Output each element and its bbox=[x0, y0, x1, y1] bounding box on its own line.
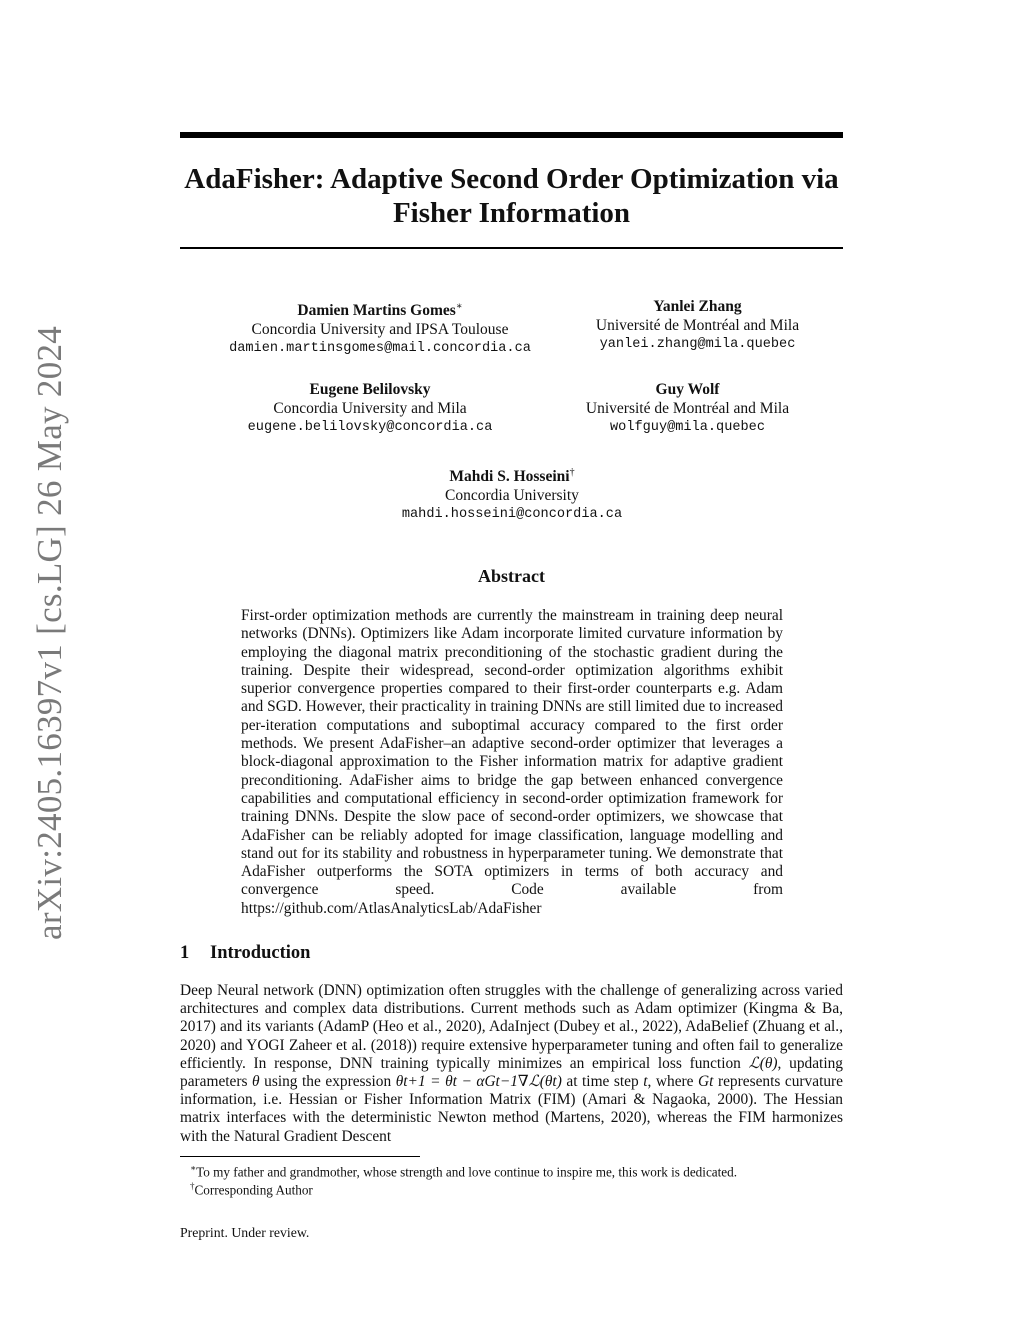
title-line-2: Fisher Information bbox=[392, 197, 631, 229]
footnote: ∗To my father and grandmother, whose strength and love continue to inspire me, this work is dedicated. bbox=[190, 1163, 738, 1180]
math-expression: ℒ(θ) bbox=[748, 1054, 778, 1072]
author-block bbox=[550, 380, 825, 437]
paper-title bbox=[180, 162, 843, 230]
title-line-1: AdaFisher: Adaptive Second Order Optimization via bbox=[184, 163, 839, 195]
author-affiliation: Université de Montréal and Mila bbox=[585, 400, 790, 417]
author-block bbox=[362, 463, 662, 524]
author-name: Guy Wolf bbox=[655, 381, 720, 398]
author-email: wolfguy@mila.quebec bbox=[610, 420, 765, 435]
footnote-mark: ∗ bbox=[190, 1163, 197, 1173]
author-name: Yanlei Zhang bbox=[653, 298, 742, 315]
author-name: Mahdi S. Hosseini† bbox=[449, 467, 575, 486]
math-expression: t bbox=[643, 1073, 648, 1091]
author-block bbox=[560, 297, 835, 354]
section-heading bbox=[180, 943, 310, 964]
author-email: yanlei.zhang@mila.quebec bbox=[599, 337, 796, 352]
footnote-rule bbox=[180, 1156, 420, 1157]
section-title: Introduction bbox=[210, 943, 311, 963]
author-affiliation: Concordia University and IPSA Toulouse bbox=[251, 321, 509, 339]
math-expression: Gt bbox=[698, 1073, 714, 1091]
author-block bbox=[200, 297, 560, 358]
footnote: †Corresponding Author bbox=[190, 1181, 313, 1198]
footnote-mark: ∗ bbox=[455, 301, 463, 312]
author-affiliation: Concordia University and Mila bbox=[273, 400, 467, 417]
author-name: Damien Martins Gomes∗ bbox=[297, 301, 463, 320]
math-expression: θ bbox=[252, 1073, 260, 1091]
title-bottom-rule bbox=[180, 247, 843, 249]
author-affiliation: Concordia University bbox=[445, 487, 579, 505]
abstract-body: First-order optimization methods are currently the mainstream in training deep neural networks (DNNs). Optimizers like Adam incorporate limited curvature information by employing the diagonal matrix preconditioning of the stochastic gradient during the training. Despite their widespread, second-order optimization algorithms exhibit superior convergence properties compared to their first-order counterparts e.g. Adam and SGD. However, their practicality in training DNNs are still limited due to increased per-iteration computations and suboptimal accuracy compared to the first order methods. We present AdaFisher–an adaptive second-order optimizer that leverages a block-diagonal approximation to the Fisher information matrix for adaptive gradient preconditioning. AdaFisher aims to bridge the gap between enhanced convergence capabilities and computational efficiency in second-order optimization framework for training DNNs. Despite the slow pace of second-order optimizers, we showcase that AdaFisher can be reliably adopted for image classification, language modelling and stand out for its stability and robustness in hyperparameter tuning. We demonstrate that AdaFisher outperforms the SOTA optimizers in terms of both accuracy and convergence speed. Code available from https://github.com/AtlasAnalyticsLab/AdaFisher bbox=[241, 607, 783, 917]
author-email: mahdi.hosseini@concordia.ca bbox=[401, 507, 623, 523]
author-email: eugene.belilovsky@concordia.ca bbox=[247, 420, 493, 435]
preprint-note: Preprint. Under review. bbox=[180, 1225, 310, 1240]
footnote-mark: † bbox=[190, 1181, 195, 1191]
author-affiliation: Université de Montréal and Mila bbox=[595, 317, 800, 334]
footnote-mark: † bbox=[569, 467, 575, 478]
math-expression: θt+1 = θt − αGt−1∇ℒ(θt) bbox=[395, 1073, 562, 1091]
author-name: Eugene Belilovsky bbox=[309, 381, 431, 398]
arxiv-identifier: arXiv:2405.16397v1 [cs.LG] 26 May 2024 bbox=[30, 325, 69, 940]
author-block bbox=[220, 380, 520, 437]
title-top-rule bbox=[180, 132, 843, 138]
abstract-heading: Abstract bbox=[478, 566, 545, 586]
section-number: 1 bbox=[180, 943, 190, 963]
author-email: damien.martinsgomes@mail.concordia.ca bbox=[229, 341, 531, 357]
introduction-paragraph: Deep Neural network (DNN) optimization often struggles with the challenge of generalizing across varied architectures and complex data distributions. Current methods such as Adam optimizer (Kingma & Ba, 2017) and its variants (AdamP (Heo et al., 2020), AdaInject (Dubey et al., 2022), AdaBelief (Zhuang et al., 2020) and YOGI Zaheer et al. (2018)) require extensive hyperparameter tuning and often fail to generalize efficiently. In response, DNN training typically minimizes an empirical loss function ℒ(θ), updating parameters θ using the expression θt+1 = θt − αGt−1∇ℒ(θt) at time step t, where Gt represents curvature information, i.e. Hessian or Fisher Information Matrix (FIM) (Amari & Nagaoka, 2000). The Hessian matrix interfaces with the deterministic Newton method (Martens, 2020), whereas the FIM harmonizes with the Natural Gradient Descent bbox=[180, 982, 844, 1145]
